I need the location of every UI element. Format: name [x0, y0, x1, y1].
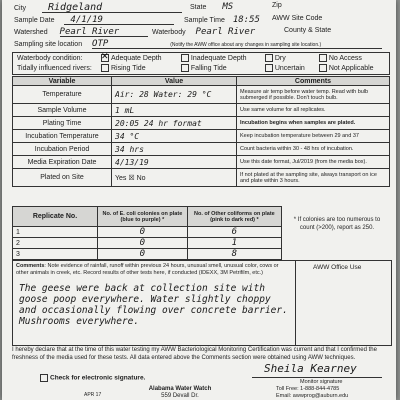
checkbox[interactable]	[181, 64, 189, 72]
signature: Sheila Kearney	[264, 362, 357, 375]
comment-temperature: Measure air temp before water temp. Read with bulb submerged if possible. Don't touch bulb.	[237, 86, 390, 104]
col-variable: Variable	[13, 77, 112, 86]
divider	[295, 261, 296, 345]
watershed-value: Pearl River	[59, 27, 120, 37]
tidal-label: Tidally influenced rivers:	[17, 64, 92, 72]
checkbox[interactable]	[319, 54, 327, 62]
state-row	[190, 2, 233, 12]
org-name: Alabama Water Watch	[148, 386, 212, 392]
variable-incubation-temp: Incubation Temperature	[13, 130, 112, 143]
waterbody-condition-label: Waterbody condition:	[17, 54, 83, 62]
value-incubation-period[interactable]: 34 hrs	[112, 143, 237, 156]
location-note: (Notify the AWW office about any changes in sampling site location.)	[170, 42, 322, 48]
sample-time-value: 18:55	[232, 15, 260, 25]
comment-incubation-period: Count bacteria within 30 - 48 hrs of incubation.	[237, 143, 390, 156]
table-row	[13, 104, 390, 117]
table-row	[13, 238, 282, 249]
checkbox[interactable]	[40, 374, 48, 382]
comment-plating-time: Incubation begins when samples are plated.	[237, 117, 390, 130]
conditions-box	[12, 52, 390, 75]
checkbox[interactable]	[101, 64, 109, 72]
col-replicate: Replicate No.	[13, 207, 98, 227]
ecoli-count[interactable]: 0	[98, 249, 188, 260]
variable-plating-time: Plating Time	[13, 117, 112, 130]
replicate-no: 2	[13, 238, 98, 249]
value-plated-on-site[interactable]: Yes ☒ No	[112, 169, 237, 187]
other-count[interactable]: 1	[187, 238, 281, 249]
option-falling-tide[interactable]: Falling Tide	[181, 64, 263, 72]
option-rising-tide[interactable]: Rising Tide	[101, 64, 179, 72]
variable-plated-on-site: Plated on Site	[13, 169, 112, 187]
comments-handwritten[interactable]: The geese were back at collection site with goose poop everywhere. Water slightly choppy and occasionally flowing over concrete barrier. Mushrooms everywhere.	[19, 283, 288, 327]
waterbody-label: Waterbody	[152, 29, 186, 36]
option-not-applicable[interactable]: Not Applicable	[319, 65, 374, 72]
table-row	[13, 143, 390, 156]
sample-time-row	[184, 15, 260, 25]
option-no-access[interactable]: No Access	[319, 55, 362, 62]
checkbox[interactable]	[319, 64, 327, 72]
waterbody-row	[152, 27, 255, 37]
ecoli-count[interactable]: 0	[98, 227, 188, 238]
replicate-no: 1	[13, 227, 98, 238]
comment-plated-on-site: If not plated at the sampling site, always transport on ice and plate within 3 hours.	[237, 169, 390, 187]
table-row	[13, 117, 390, 130]
value-sample-volume[interactable]: 1 mL	[112, 104, 237, 117]
table-row	[13, 156, 390, 169]
watershed-underline	[60, 36, 148, 37]
col-value: Value	[112, 77, 237, 86]
comments-label: Comments	[16, 263, 45, 269]
state-label: State	[190, 4, 207, 11]
table-row	[13, 249, 282, 260]
value-temperature[interactable]: Air: 28 Water: 29 °C	[112, 86, 237, 104]
comment-media-expiration: Use this date format, Jul/2019 (from the media box).	[237, 156, 390, 169]
table-row	[13, 227, 282, 238]
value-media-expiration[interactable]: 4/13/19	[112, 156, 237, 169]
table-row	[13, 169, 390, 187]
col-comments: Comments	[237, 77, 390, 86]
checkbox[interactable]	[265, 64, 273, 72]
datasheet	[2, 0, 396, 400]
checkbox[interactable]	[181, 54, 189, 62]
revision-date: APR 17	[84, 392, 102, 398]
waterbody-condition-row	[17, 54, 362, 62]
comment-incubation-temp: Keep incubation temperature between 29 and 37	[237, 130, 390, 143]
comments-box	[12, 260, 392, 346]
variable-media-expiration: Media Expiration Date	[13, 156, 112, 169]
city-underline	[42, 12, 182, 13]
replicates-table	[12, 206, 282, 260]
replicate-note: * If colonies are too numerous to count (>200), report as 250.	[293, 217, 381, 231]
value-plating-time[interactable]: 20:05 24 hr format	[112, 117, 237, 130]
date-underline	[64, 24, 174, 25]
address-line-1: 559 Devall Dr.	[161, 393, 199, 399]
option-dry[interactable]: Dry	[265, 54, 317, 62]
footer-email: Email: awwprog@auburn.edu	[276, 393, 349, 399]
signature-underline	[252, 377, 382, 378]
checkbox[interactable]	[265, 54, 273, 62]
comments-instructions: Comments: Note evidence of rainfall, runoff within previous 24 hours, unusual smell, unusual color, cows or other animals in creek, etc. Record results of other tests here, if conducted (IDEXX, 3M Petrifilm, etc.)	[16, 263, 279, 276]
monitor-signature-label: Monitor signature	[300, 379, 343, 385]
other-count[interactable]: 6	[187, 227, 281, 238]
office-use-label: AWW Office Use	[313, 264, 362, 271]
tidal-row	[17, 64, 374, 72]
state-value: MS	[222, 2, 234, 12]
ecoli-count[interactable]: 0	[98, 238, 188, 249]
footer-address	[120, 386, 240, 400]
table-row	[13, 130, 390, 143]
variable-incubation-period: Incubation Period	[13, 143, 112, 156]
sample-time-label: Sample Time	[184, 17, 225, 24]
variable-temperature: Temperature	[13, 86, 112, 104]
city-label: City	[14, 5, 27, 12]
location-underline	[92, 48, 382, 49]
electronic-signature-row[interactable]: Check for electronic signature.	[40, 374, 145, 382]
footer-tollfree: Toll Free: 1-888-844-4785	[276, 386, 340, 392]
other-count[interactable]: 8	[187, 249, 281, 260]
replicate-no: 3	[13, 249, 98, 260]
certification-text: I hereby declare that at the time of this water testing my AWW Bacteriological Monitoring Certification was current and that I confirmed the freshness of the media used for these tests. All data entered above the Comments section were obtained using AWW techniques.	[12, 347, 377, 361]
location-label: Sampling site location	[14, 41, 83, 48]
site-code-label: AWW Site Code	[272, 15, 323, 22]
col-other-coliforms: No. of Other coliforms on plate (pink to dark red) *	[187, 207, 281, 227]
city-value: Ridgeland	[48, 2, 103, 13]
comment-sample-volume: Use same volume for all replicates.	[237, 104, 390, 117]
zip-label: Zip	[272, 2, 282, 9]
sample-date-value: 4/1/19	[70, 15, 103, 25]
checkbox-checked[interactable]	[101, 54, 109, 62]
location-value: OTP	[92, 39, 109, 49]
col-ecoli: No. of E. coli colonies on plate (blue to purple) *	[98, 207, 188, 227]
sample-date-label: Sample Date	[14, 17, 55, 24]
watershed-label: Watershed	[14, 29, 48, 36]
option-adequate-depth[interactable]: ✕ Adequate Depth	[101, 54, 179, 62]
variable-sample-volume: Sample Volume	[13, 104, 112, 117]
value-incubation-temp[interactable]: 34 °C	[112, 130, 237, 143]
waterbody-value: Pearl River	[195, 27, 256, 37]
option-uncertain[interactable]: Uncertain	[265, 64, 317, 72]
measurements-table	[12, 76, 390, 187]
table-row	[13, 86, 390, 104]
county-label: County & State	[284, 27, 332, 34]
option-inadequate-depth[interactable]: Inadequate Depth	[181, 54, 263, 62]
